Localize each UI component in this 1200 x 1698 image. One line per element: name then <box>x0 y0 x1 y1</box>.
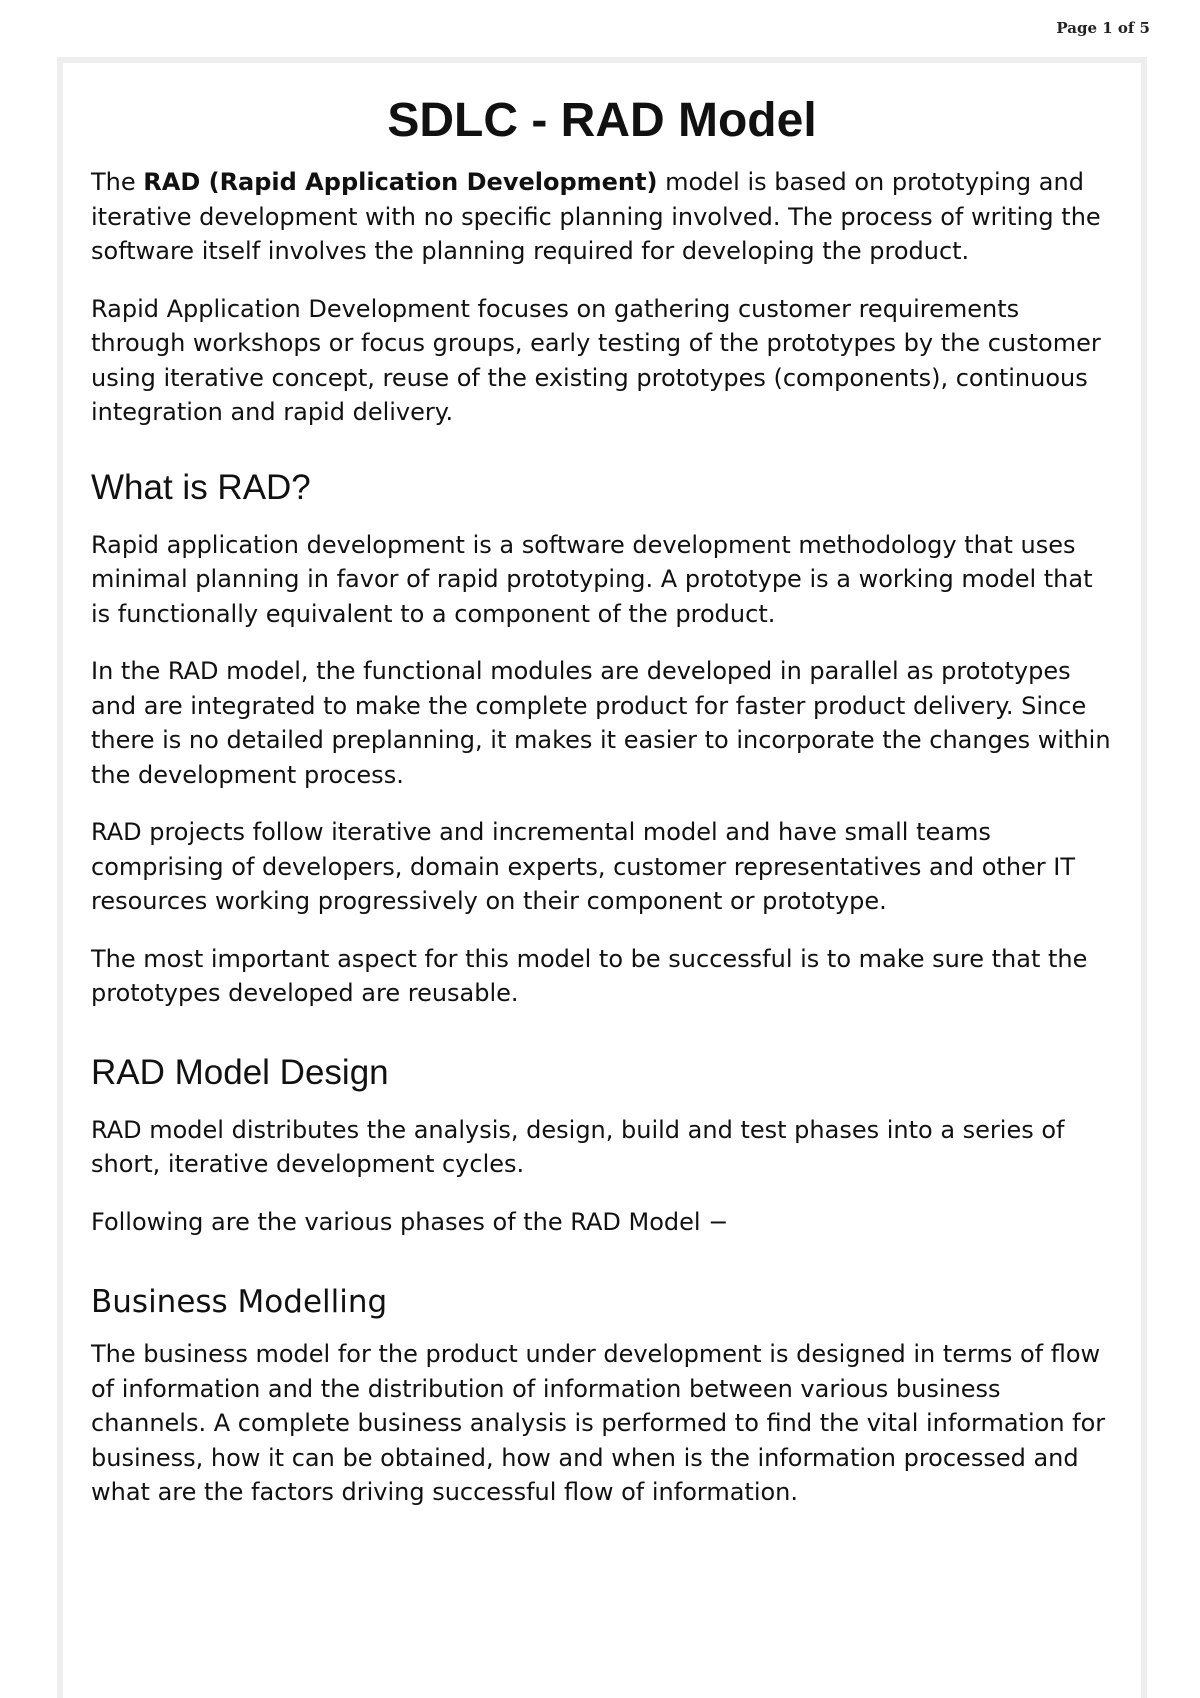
intro-section <box>91 165 1113 430</box>
intro-text-before: The <box>91 168 144 196</box>
what-is-rad-paragraph-3: RAD projects follow iterative and incremental model and have small teams comprising of developers, domain experts, customer representatives and other IT resources working progressively on their component or prototype. <box>91 818 1076 915</box>
intro-text-after: model is based on prototyping and iterative development with no specific planning involved. The process of writing the software itself involves the planning required for developing the product. <box>91 168 1101 265</box>
rad-model-design-paragraph-2: Following are the various phases of the RAD Model − <box>91 1207 729 1236</box>
intro-paragraph-2: Rapid Application Development focuses on gathering customer requirements through workshops or focus groups, early testing of the prototypes by the customer using iterative concept, reuse of the existing prototypes (components), continuous integration and rapid delivery. <box>91 294 1101 426</box>
intro-paragraph-1 <box>91 165 1113 269</box>
document-content <box>91 63 1113 1510</box>
business-modelling-section <box>91 1283 1113 1510</box>
business-modelling-paragraph: The business model for the product under development is designed in terms of flow of information and the distribution of information between various business channels. A complete business analysis is performed to find the vital information for business, how it can be obtained, how and when is the information processed and what are the factors driving successful flow of information. <box>91 1340 1106 1506</box>
page-number: Page 1 of 5 <box>1056 19 1150 37</box>
page-title: SDLC - RAD Model <box>387 94 817 147</box>
document-page <box>57 57 1147 1698</box>
rad-model-design-section <box>91 1053 1113 1240</box>
rad-term: RAD (Rapid Application Development) <box>143 168 658 196</box>
business-modelling-heading: Business Modelling <box>91 1284 388 1320</box>
what-is-rad-paragraph-1: Rapid application development is a software development methodology that uses minimal planning in favor of rapid prototyping. A prototype is a working model that is functionally equivalent to a component of the product. <box>91 530 1093 628</box>
what-is-rad-paragraph-4: The most important aspect for this model to be successful is to make sure that the prototypes developed are reusable. <box>91 944 1088 1007</box>
rad-model-design-paragraph-1: RAD model distributes the analysis, design, build and test phases into a series of short, iterative development cycles. <box>91 1115 1065 1178</box>
what-is-rad-heading: What is RAD? <box>91 467 311 507</box>
what-is-rad-paragraph-2: In the RAD model, the functional modules are developed in parallel as prototypes and are integrated to make the complete product for faster product delivery. Since there is no detailed preplanning, it makes it easier to incorporate the changes within the development process. <box>91 657 1111 789</box>
rad-model-design-heading: RAD Model Design <box>91 1052 389 1092</box>
what-is-rad-section <box>91 468 1113 1011</box>
